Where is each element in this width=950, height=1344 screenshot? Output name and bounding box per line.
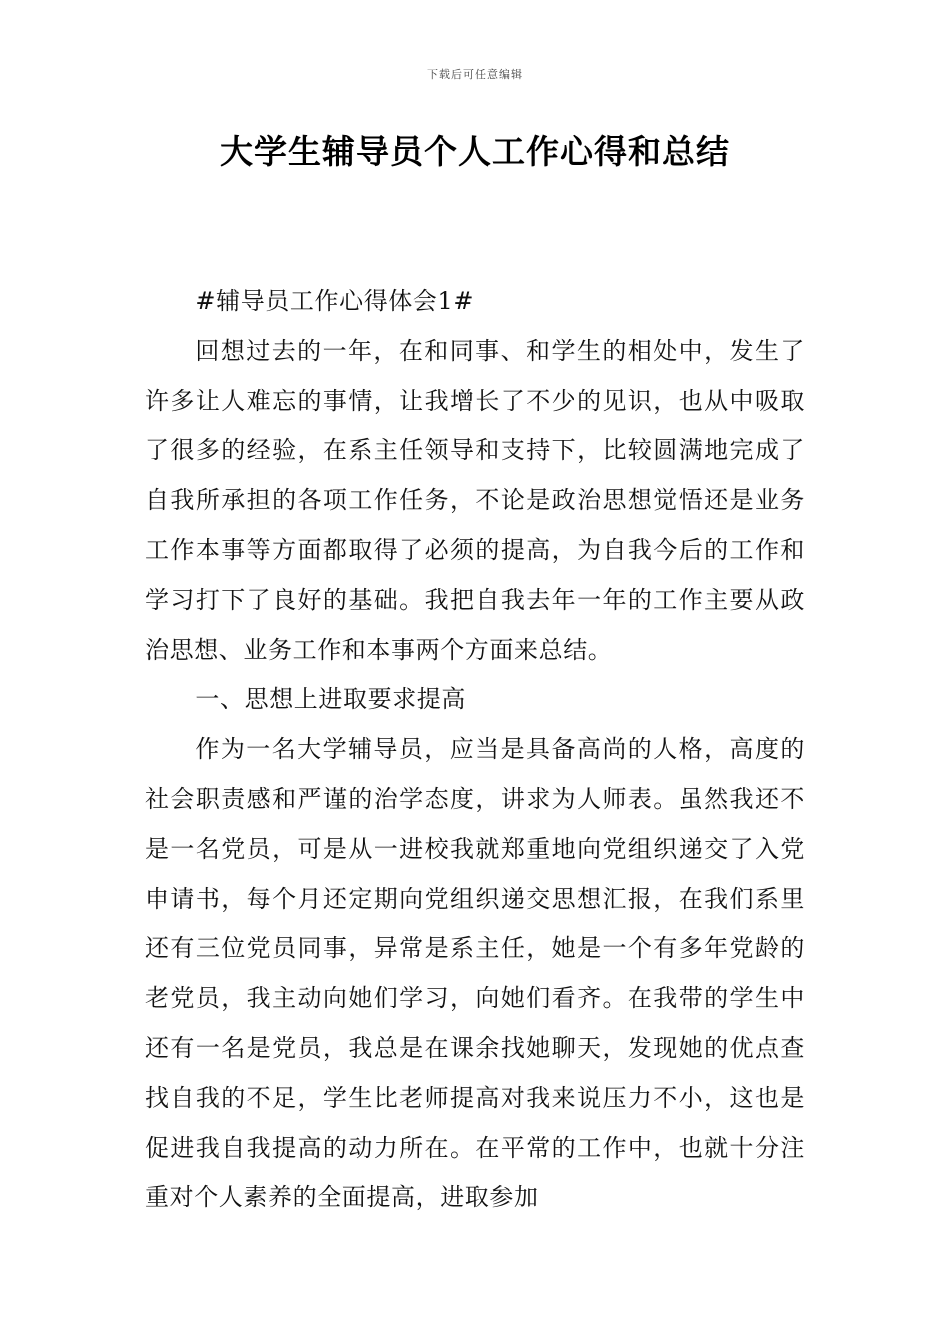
section-heading-2: 一、思想上进取要求提高 bbox=[195, 685, 466, 714]
paragraph-intro: 回想过去的一年，在和同事、和学生的相处中，发生了许多让人难忘的事情，让我增长了不少的见识，也从中吸取了很多的经验，在系主任领导和支持下，比较圆满地完成了自我所承担的各项工作任务，不论是政治思想觉悟还是业务工作本事等方面都取得了必须的提高，为自我今后的工作和学习打下了良好的基础。我把自我去年一年的工作主要从政治思想、业务工作和本事两个方面来总结。 bbox=[145, 336, 805, 664]
header-note: 下载后可任意编辑 bbox=[427, 68, 523, 81]
section-heading-1: #辅导员工作心得体会1# bbox=[195, 287, 475, 315]
document-title: 大学生辅导员个人工作心得和总结 bbox=[220, 132, 730, 171]
document-body bbox=[145, 277, 805, 1223]
paragraph-body: 作为一名大学辅导员，应当是具备高尚的人格，高度的社会职责感和严谨的治学态度，讲求为人师表。虽然我还不是一名党员，可是从一进校我就郑重地向党组织递交了入党申请书，每个月还定期向党组织递交思想汇报，在我们系里还有三位党员同事，异常是系主任，她是一个有多年党龄的老党员，我主动向她们学习，向她们看齐。在我带的学生中还有一名是党员，我总是在课余找她聊天，发现她的优点查找自我的不足，学生比老师提高对我来说压力不小，这也是促进我自我提高的动力所在。在平常的工作中，也就十分注重对个人素养的全面提高，进取参加 bbox=[145, 735, 805, 1212]
